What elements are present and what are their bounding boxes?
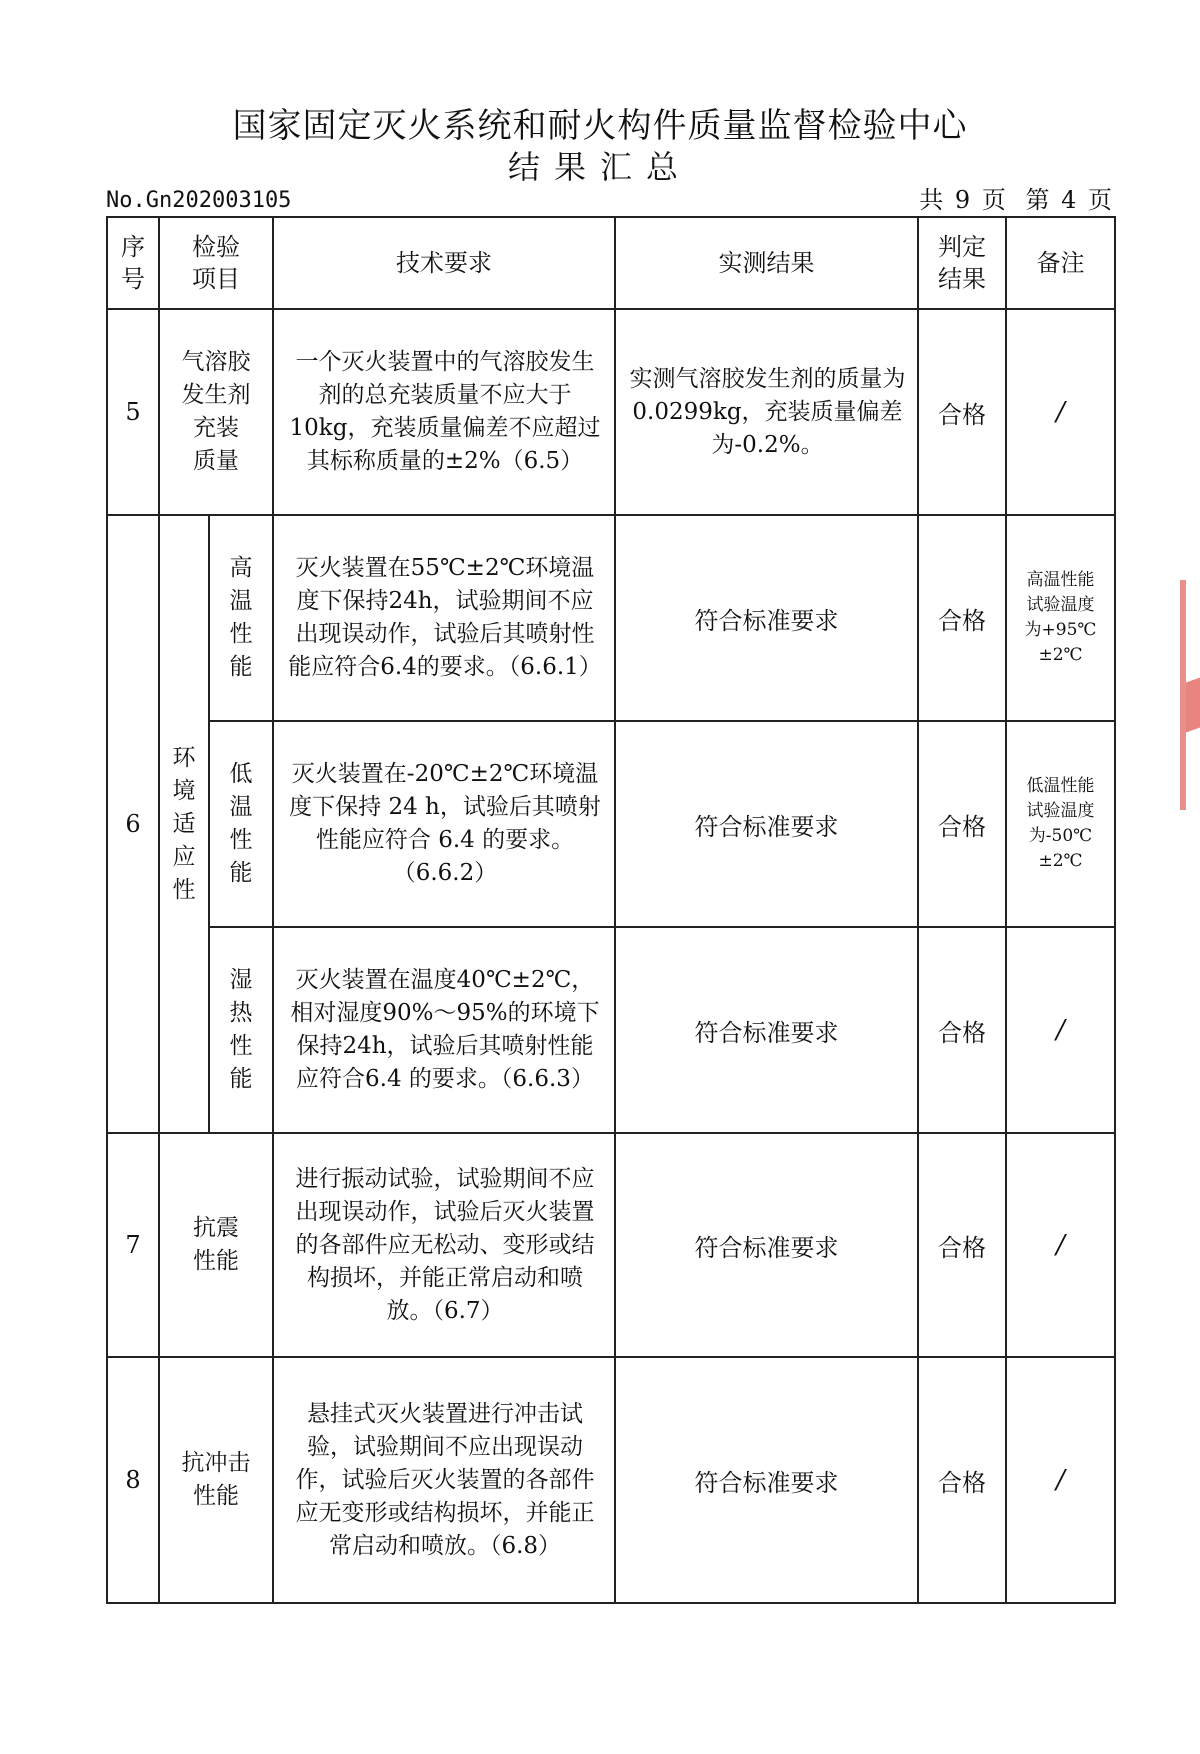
row-judgement: 合格 [918,1133,1006,1357]
summary-title: 结果汇总 [507,148,692,186]
row-result: 实测气溶胶发生剂的质量为 0.0299kg，充装质量偏差为-0.2%。 [615,309,918,515]
row-judgement: 合格 [918,1357,1006,1603]
row-seq: 7 [107,1133,159,1357]
row-remark: / [1006,1133,1115,1357]
row-group: 环 境 适 应 性 [159,515,209,1133]
document-number: No.Gn202003105 [106,188,292,213]
header-item: 检验 项目 [159,217,273,309]
row-judgement: 合格 [918,515,1006,721]
header-judgement: 判定 结果 [918,217,1006,309]
row-item: 抗冲击 性能 [159,1357,273,1603]
row-sub-item: 高 温 性 能 [209,515,273,721]
row-judgement: 合格 [918,927,1006,1133]
row-requirement: 一个灭火装置中的气溶胶发生剂的总充装质量不应大于10kg，充装质量偏差不应超过其标称质量的±2%（6.5） [273,309,615,515]
row-requirement: 灭火装置在55℃±2℃环境温度下保持24h，试验期间不应出现误动作，试验后其喷射性能应符合6.4的要求。（6.6.1） [273,515,615,721]
row-result: 符合标准要求 [615,1357,918,1603]
table-row [107,1133,1115,1357]
row-remark: / [1006,309,1115,515]
row-seq: 8 [107,1357,159,1603]
table-row [107,1357,1115,1603]
header-remark: 备注 [1006,217,1115,309]
row-judgement: 合格 [918,721,1006,927]
row-requirement: 灭火装置在温度40℃±2℃，相对湿度90%～95%的环境下保持24h，试验后其喷射性能应符合6.4 的要求。（6.6.3） [273,927,615,1133]
header-row [107,217,1115,309]
results-table [106,216,1116,1604]
page-info [911,180,1112,215]
org-title: 国家固定灭火系统和耐火构件质量监督检验中心 [232,106,968,146]
row-judgement: 合格 [918,309,1006,515]
row-item: 气溶胶 发生剂 充装 质量 [159,309,273,515]
header-requirement: 技术要求 [273,217,615,309]
row-remark: / [1006,927,1115,1133]
row-remark: 高温性能 试验温度 为+95℃ ±2℃ [1006,515,1115,721]
seal-stamp-mark [1186,677,1200,732]
row-item: 抗震 性能 [159,1133,273,1357]
header-seq: 序 号 [107,217,159,309]
row-sub-item: 湿 热 性 能 [209,927,273,1133]
row-result: 符合标准要求 [615,927,918,1133]
table-row [107,309,1115,515]
row-remark: 低温性能 试验温度 为-50℃ ±2℃ [1006,721,1115,927]
row-result: 符合标准要求 [615,721,918,927]
row-requirement: 悬挂式灭火装置进行冲击试验，试验期间不应出现误动作，试验后灭火装置的各部件应无变形或结构损坏，并能正常启动和喷放。（6.8） [273,1357,615,1603]
header-result: 实测结果 [615,217,918,309]
table-row [107,721,1115,927]
row-remark: / [1006,1357,1115,1603]
row-seq: 5 [107,309,159,515]
table-row [107,515,1115,721]
row-requirement: 进行振动试验，试验期间不应出现误动作，试验后灭火装置的各部件应无松动、变形或结构损坏，并能正常启动和喷放。（6.7） [273,1133,615,1357]
current-page: 第 4 页 [1025,186,1112,214]
table-row [107,927,1115,1133]
row-result: 符合标准要求 [615,515,918,721]
row-seq: 6 [107,515,159,1133]
row-result: 符合标准要求 [615,1133,918,1357]
row-requirement: 灭火装置在-20℃±2℃环境温度下保持 24 h，试验后其喷射性能应符合 6.4 的要求。（6.6.2） [273,721,615,927]
total-pages: 共 9 页 [919,186,1006,214]
row-sub-item: 低 温 性 能 [209,721,273,927]
